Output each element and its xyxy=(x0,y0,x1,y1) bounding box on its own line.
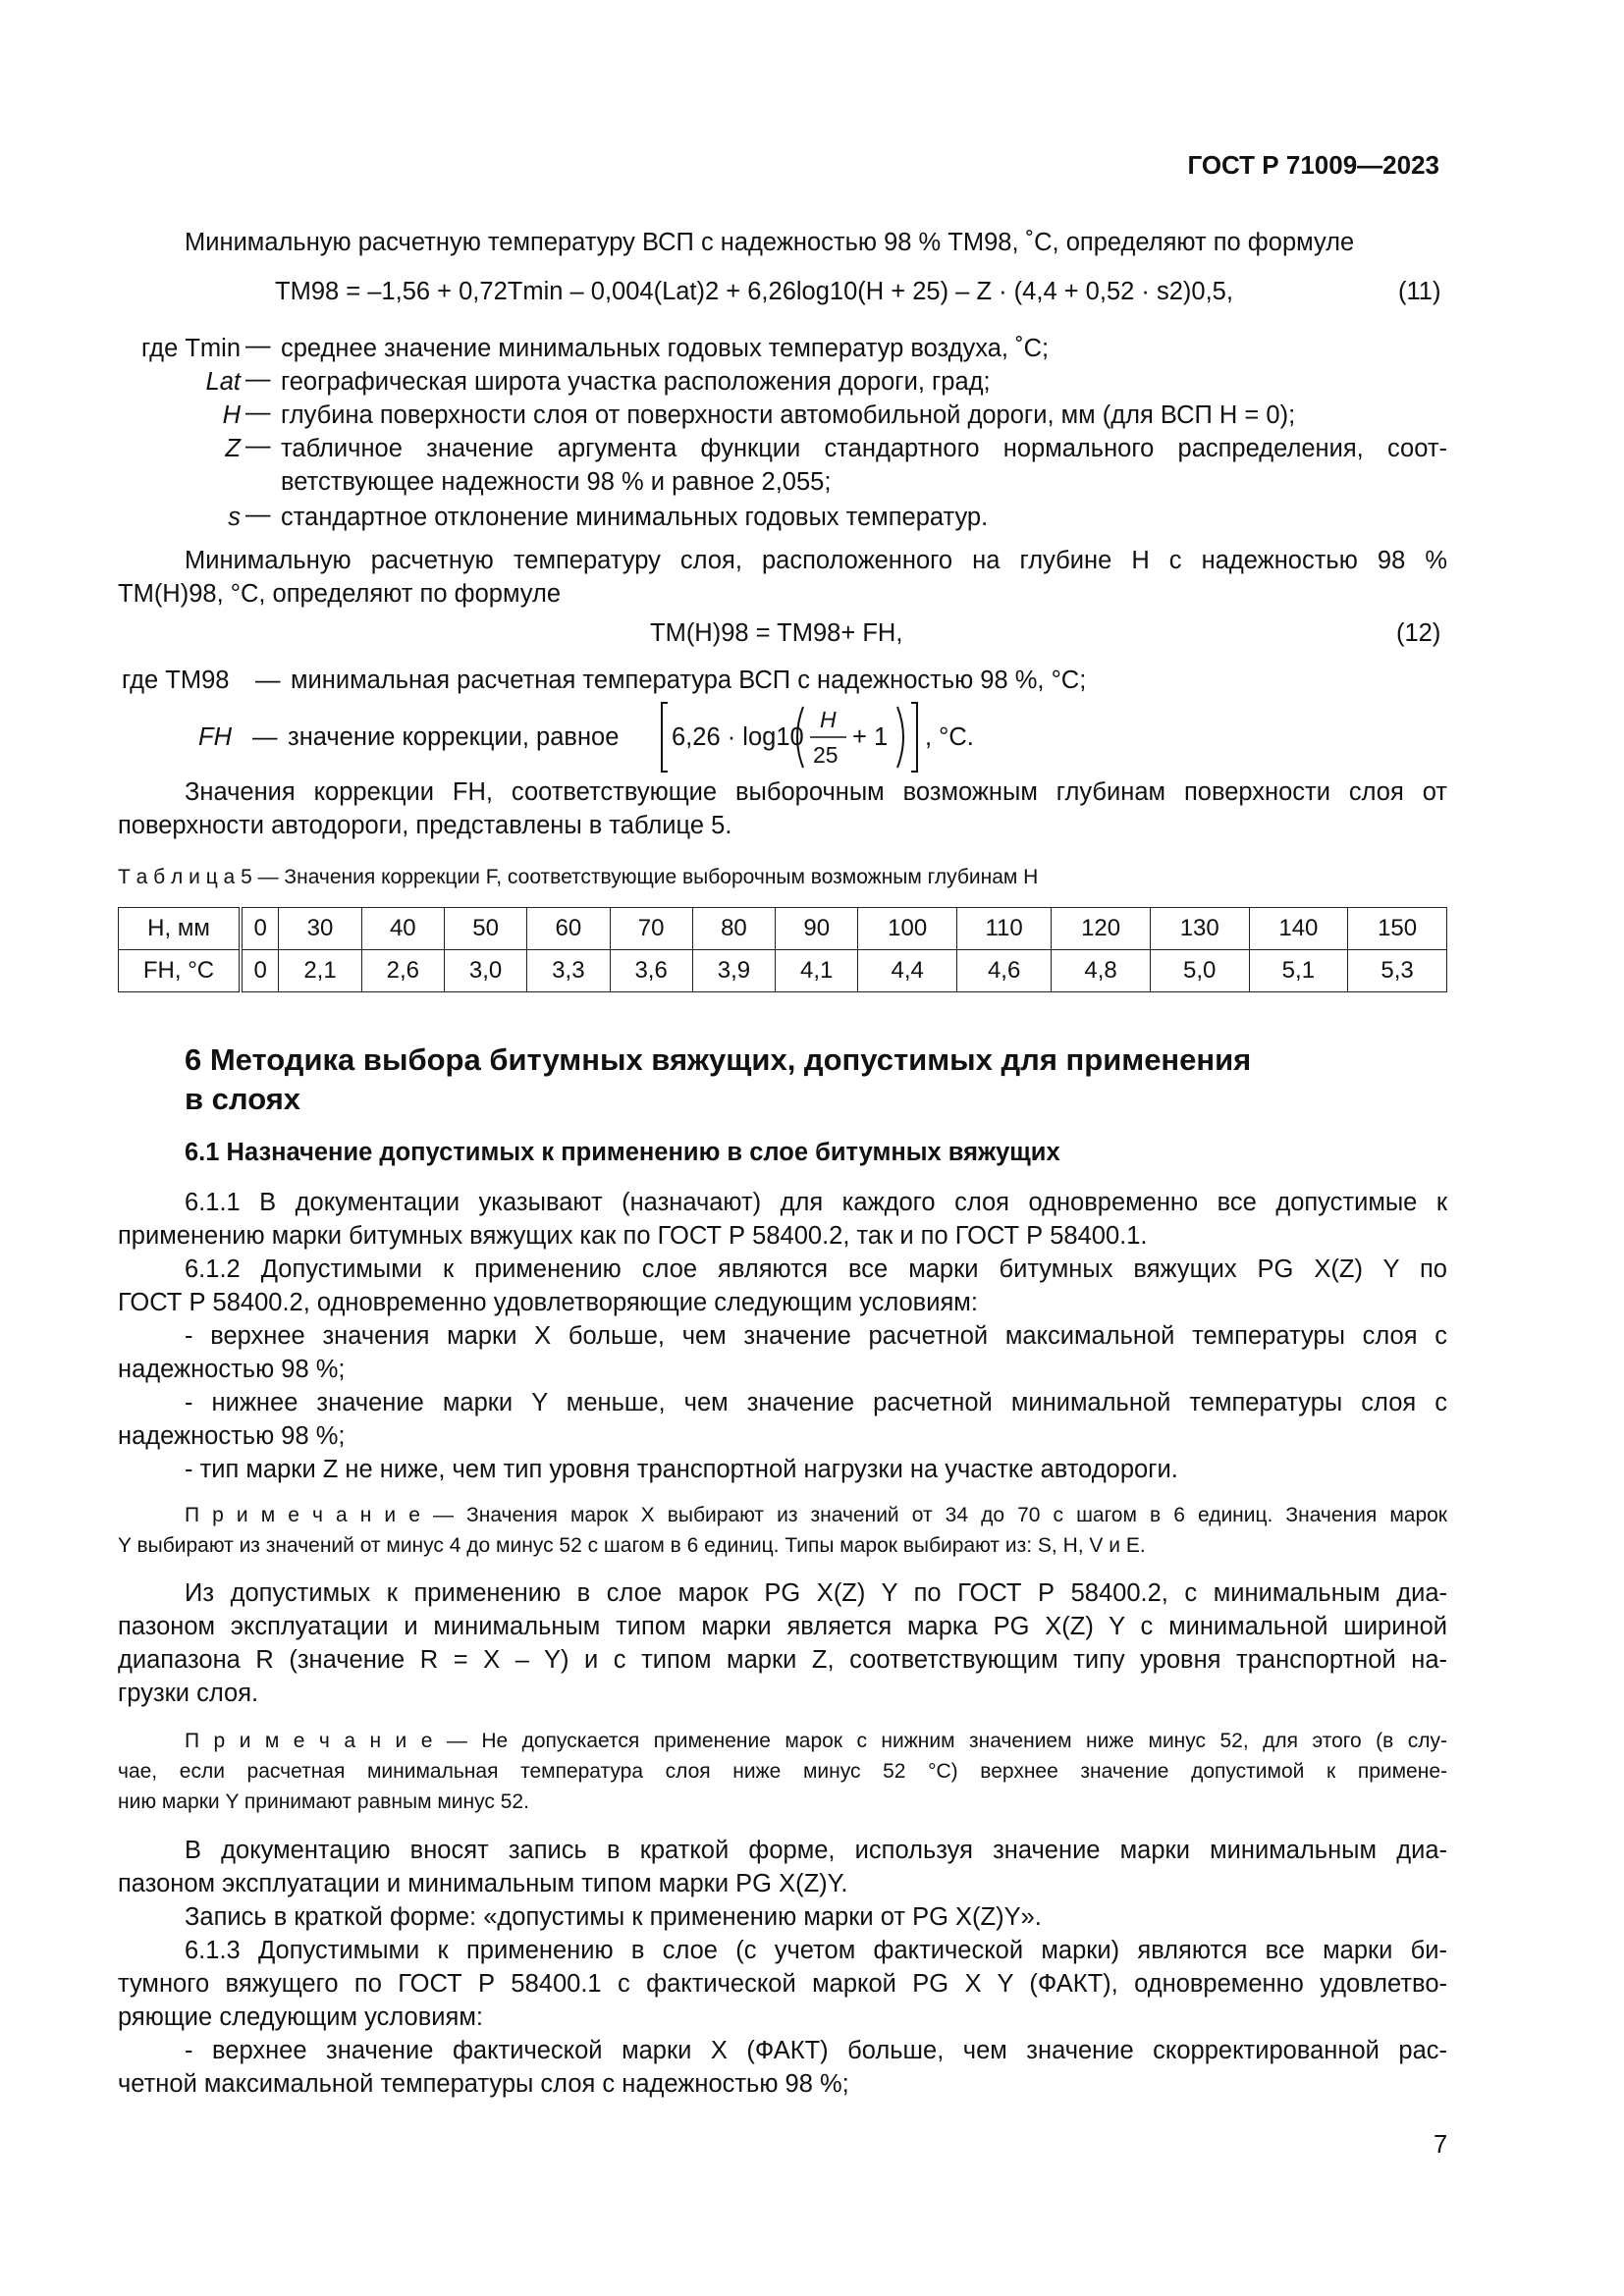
table-cell: 3,6 xyxy=(610,950,692,992)
page-number: 7 xyxy=(1434,2131,1448,2159)
table5-caption xyxy=(118,862,1038,892)
table-cell: 2,1 xyxy=(279,950,361,992)
table-cell: 120 xyxy=(1052,908,1151,950)
table5-caption-label: Т а б л и ц а 5 xyxy=(118,866,252,888)
fh-log-term: 6,26 · log10 xyxy=(672,723,804,751)
table-cell: 5,0 xyxy=(1150,950,1249,992)
para-fh-line2: поверхности автодороги, представлены в таблице 5. xyxy=(118,812,732,839)
table-cell: 80 xyxy=(692,908,775,950)
def-dash: — xyxy=(245,501,271,528)
table-cell: 40 xyxy=(361,908,444,950)
para-tmh-line2: TM(H)98, °C, определяют по формуле xyxy=(118,580,562,608)
p-range-line1: Из допустимых к применению в слое марок PG X(Z) Y по ГОСТ Р 58400.2, с минимальным диа- xyxy=(185,1579,1447,1607)
section-6-title-line2: в слоях xyxy=(185,1082,301,1116)
fh-fraction-numerator: H xyxy=(820,707,837,732)
table-cell: 5,3 xyxy=(1348,950,1447,992)
table-cell: 4,6 xyxy=(956,950,1051,992)
left-square-bracket xyxy=(662,703,668,772)
table-cell: 2,6 xyxy=(361,950,444,992)
note-1-line1 xyxy=(185,1500,1447,1530)
section-6-title-line1: 6 Методика выбора битумных вяжущих, допустимых для применения xyxy=(185,1042,1252,1077)
note-2-line2: чае, если расчетная минимальная температура слоя ниже минус 52 °C) верхнее значение допустимой к примене- xyxy=(118,1760,1447,1783)
para-intro-tm98 xyxy=(185,226,1354,259)
formula-11-text: TM98 = –1,56 + 0,72Tmin – 0,004(Lat)2 + 6,26log10(H + 25) – Z · (4,4 + 0,52 · s2)0,5, xyxy=(275,278,1233,305)
def-dash: — xyxy=(245,332,271,359)
table-cell: 100 xyxy=(858,908,957,950)
def-text-h: глубина поверхности слоя от поверхности автомобильной дороги, мм (для ВСП H = 0); xyxy=(281,401,1296,429)
subsection-6-1-title: 6.1 Назначение допустимых к применению в слое битумных вяжущих xyxy=(185,1139,1060,1166)
note-1-text: — Значения марок X выбирают из значений от 34 до 70 с шагом в 6 единиц. Значения марок xyxy=(432,1504,1447,1526)
formula-11-number: (11) xyxy=(1398,278,1441,305)
table-cell: 50 xyxy=(444,908,526,950)
right-paren xyxy=(897,707,903,768)
para-fh-line1: Значения коррекции FH, соответствующие выборочным возможным глубинам поверхности слоя от xyxy=(185,778,1447,806)
table-cell: 60 xyxy=(527,908,610,950)
right-square-bracket xyxy=(911,703,917,772)
fh-plus-one: + 1 xyxy=(852,723,889,751)
bullet-2-line1: - нижнее значение марки Y меньше, чем значение расчетной минимальной температуры слоя с xyxy=(185,1389,1447,1416)
def-term-fh: FH xyxy=(198,723,232,751)
table-header-correction: FH, °C xyxy=(119,950,242,992)
fh-fraction-denominator: 25 xyxy=(813,742,839,768)
def-term-h: H xyxy=(222,401,241,429)
def-text-s: стандартное отклонение минимальных годовых температур. xyxy=(281,504,989,531)
section-6-title xyxy=(185,1041,1412,1119)
para-intro-text: Минимальную расчетную температуру ВСП с надежностью 98 % TM98, ˚C, определяют по формуле xyxy=(185,229,1355,256)
def-text-z-line2: ветствующее надежности 98 % и равное 2,055; xyxy=(281,468,832,496)
bullet-1-line1: - верхнее значения марки X больше, чем значение расчетной максимальной температуры слоя с xyxy=(185,1322,1447,1350)
table-cell: 4,8 xyxy=(1052,950,1151,992)
table-cell: 0 xyxy=(241,950,279,992)
table-5 xyxy=(118,907,1447,992)
note-2-line1 xyxy=(185,1726,1447,1756)
def-term-lat: Lat xyxy=(205,368,241,396)
table5-caption-text: — Значения коррекции F, соответствующие выборочным возможным глубинам H xyxy=(257,866,1039,888)
formula-11 xyxy=(275,275,1233,308)
table-row-correction xyxy=(119,950,1447,992)
note-1-line2: Y выбирают из значений от минус 4 до минус 52 с шагом в 6 единиц. Типы марок выбирают из: S, H, V и E. xyxy=(118,1534,1146,1557)
table-cell: 70 xyxy=(610,908,692,950)
bullet-4-line1: - верхнее значение фактической марки X (ФАКТ) больше, чем значение скорректированной рас- xyxy=(185,2037,1447,2064)
table-cell: 130 xyxy=(1150,908,1249,950)
p613-line3: ряющие следующим условиям: xyxy=(118,2003,483,2031)
p-short-form: Запись в краткой форме: «допустимы к применению марки от PG X(Z)Y». xyxy=(185,1903,1042,1931)
def-text-lat: географическая широта участка расположения дороги, град; xyxy=(281,368,991,396)
fh-expression xyxy=(658,699,923,775)
def-text-z-line1: табличное значение аргумента функции стандартного нормального распределения, соот- xyxy=(281,435,1447,462)
p-doc-line2: пазоном эксплуатации и минимальным типом марки PG X(Z)Y. xyxy=(118,1870,848,1897)
table-cell: 3,9 xyxy=(692,950,775,992)
table-cell: 3,0 xyxy=(444,950,526,992)
formula-12-text: TM(H)98 = TM98+ FH, xyxy=(650,619,903,647)
note-2-label: П р и м е ч а н и е xyxy=(185,1730,433,1752)
table-row-depth xyxy=(119,908,1447,950)
table-cell: 4,4 xyxy=(858,950,957,992)
def-term-z: Z xyxy=(225,435,241,462)
def-term-tmin: где Tmin xyxy=(141,335,241,362)
table-cell: 0 xyxy=(241,908,279,950)
def-dash: — xyxy=(245,399,271,426)
note-2-text: — Не допускается применение марок с нижним значением ниже минус 52, для этого (в слу- xyxy=(446,1730,1447,1752)
bullet-4-line2: четной максимальной температуры слоя с надежностью 98 %; xyxy=(118,2070,849,2098)
note-2-line3: нию марки Y принимают равным минус 52. xyxy=(118,1790,529,1813)
def-term-s: s xyxy=(228,504,241,531)
table-cell: 140 xyxy=(1249,908,1348,950)
formula-12-number: (12) xyxy=(1396,619,1441,647)
table-cell: 3,3 xyxy=(527,950,610,992)
def-dash: — xyxy=(245,365,271,393)
p611-line2: применению марки битумных вяжущих как по ГОСТ Р 58400.2, так и по ГОСТ Р 58400.1. xyxy=(118,1222,1148,1250)
fh-unit: , °C. xyxy=(925,723,974,751)
def-dash: — xyxy=(255,667,281,694)
note-1-label: П р и м е ч а н и е xyxy=(185,1504,420,1526)
bullet-1-line2: надежностью 98 %; xyxy=(118,1356,346,1383)
para-tmh-line1: Минимальную расчетную температуру слоя, расположенного на глубине H с надежностью 98 % xyxy=(185,547,1447,574)
p-range-line4: грузки слоя. xyxy=(118,1680,259,1707)
p613-line2: тумного вяжущего по ГОСТ Р 58400.1 с фактической маркой PG X Y (ФАКТ), одновременно удовлетво- xyxy=(118,1970,1447,1998)
table-cell: 4,1 xyxy=(776,950,858,992)
table-header-depth: H, мм xyxy=(119,908,242,950)
def-dash: — xyxy=(252,723,278,751)
p612-line2: ГОСТ Р 58400.2, одновременно удовлетворяющие следующим условиям: xyxy=(118,1289,978,1316)
p-doc-line1: В документацию вносят запись в краткой форме, используя значение марки минимальным диа- xyxy=(185,1837,1447,1864)
table-cell: 150 xyxy=(1348,908,1447,950)
table-cell: 5,1 xyxy=(1249,950,1348,992)
table-cell: 90 xyxy=(776,908,858,950)
table-cell: 110 xyxy=(956,908,1051,950)
def-text-tm98: минимальная расчетная температура ВСП с надежностью 98 %, °C; xyxy=(291,667,1087,694)
table-cell: 30 xyxy=(279,908,361,950)
p-range-line2: пазоном эксплуатации и минимальным типом марки является марка PG X(Z) Y с минимальной шириной xyxy=(118,1613,1447,1640)
bullet-3: - тип марки Z не ниже, чем тип уровня транспортной нагрузки на участке автодороги. xyxy=(185,1456,1178,1483)
bullet-2-line2: надежностью 98 %; xyxy=(118,1422,346,1450)
p611-line1: 6.1.1 В документации указывают (назначают) для каждого слоя одновременно все допустимые к xyxy=(185,1189,1447,1216)
p612-line1: 6.1.2 Допустимыми к применению слое являются все марки битумных вяжущих PG X(Z) Y по xyxy=(185,1255,1447,1283)
p-range-line3: диапазона R (значение R = X – Y) и с типом марки Z, соответствующим типу уровня транспортной на- xyxy=(118,1646,1447,1674)
def-text-fh: значение коррекции, равное xyxy=(288,723,620,751)
p613-line1: 6.1.3 Допустимыми к применению в слое (с учетом фактической марки) являются все марки би- xyxy=(185,1937,1447,1964)
def-dash: — xyxy=(245,432,271,459)
def-text-tmin: среднее значение минимальных годовых температур воздуха, ˚C; xyxy=(281,335,1050,362)
document-code: ГОСТ Р 71009—2023 xyxy=(1187,150,1439,180)
def-term-tm98: где TM98 xyxy=(122,667,230,694)
